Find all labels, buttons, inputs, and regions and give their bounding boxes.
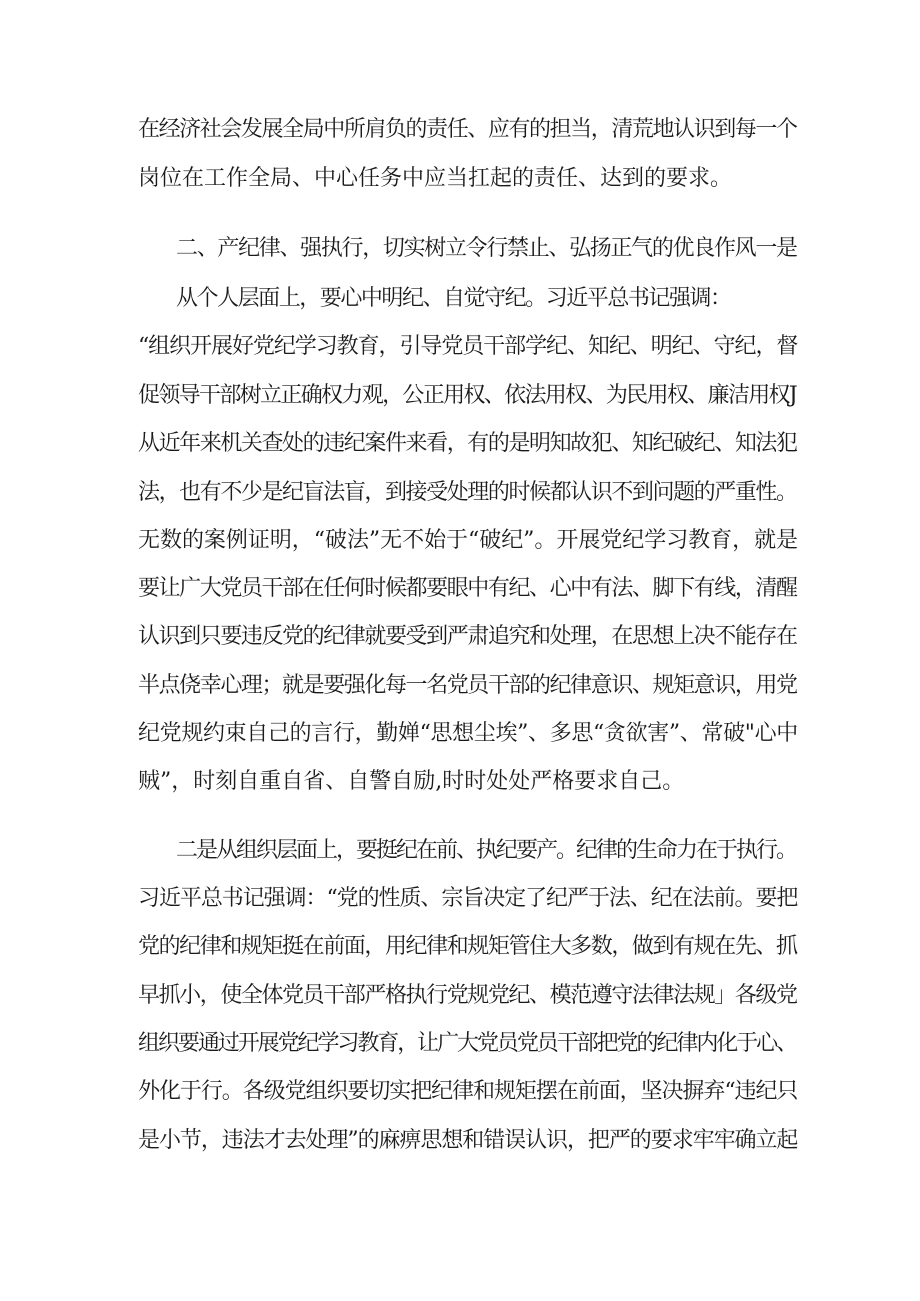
section-heading: 二、产纪律、强执行，切实树立令行禁止、弘扬正气的优良作风一是 bbox=[176, 236, 797, 261]
text-line: 无数的案例证明，“破法”无不始于“破纪”。开展党纪学习教育，就是 bbox=[138, 528, 799, 553]
text-line: 是小节，违法才去处理”的麻痹思想和错误认识，把严的要求牢牢确立起 bbox=[138, 1128, 798, 1153]
text-line: 组织要通过开展党纪学习教育，让广大党员党员干部把党的纪律内化于心、 bbox=[138, 1031, 797, 1056]
text-line: 早抓小，使全体党员干部严格执行党规党纪、模范遵守法律法规」各级党 bbox=[138, 983, 797, 1008]
text-line: 从个人层面上，要心中明纪、自觉守纪。习近平总书记强调： bbox=[176, 286, 731, 311]
text-line: 认识到只要违反党的纪律就要受到严肃追究和处理，在思想上决不能存在 bbox=[138, 624, 797, 649]
text-line: 从近年来机关查处的违纪案件来看，有的是明知故犯、知纪破纪、知法犯 bbox=[138, 431, 797, 456]
text-line: 岗位在工作全局、中心任务中应当扛起的责任、达到的要求。 bbox=[138, 166, 733, 191]
text-line: 党的纪律和规矩挺在前面，用纪律和规矩管住大多数，做到有规在先、抓 bbox=[138, 934, 797, 959]
text-line: 半点侥幸心理；就是要强化每一名党员干部的纪律意识、规矩意识，用党 bbox=[138, 673, 797, 698]
text-line: 纪党规约束自己的言行，勤婵“思想尘埃”、多思“贪欲害”、常破"心中 bbox=[138, 721, 798, 746]
text-line: 要让广大党员干部在任何时候都要眼中有纪、心中有法、脚下有线，清醒 bbox=[138, 576, 797, 601]
text-line: 外化于行。各级党组织要切实把纪律和规矩摆在前面，坚决摒弃“违纪只 bbox=[138, 1079, 798, 1104]
text-line: 法，也有不少是纪盲法盲，到接受处理的时候都认识不到问题的严重性。 bbox=[138, 480, 797, 505]
text-line: 二是从组织层面上，要挺纪在前、执纪要产。纪律的生命力在于执行。 bbox=[176, 838, 797, 863]
text-line: 习近平总书记强调：“党的性质、宗旨决定了纪严于法、纪在法前。要把 bbox=[138, 886, 798, 911]
text-line: “组织开展好党纪学习教育，引导党员干部学纪、知纪、明纪、守纪，督 bbox=[138, 334, 798, 359]
text-line: 在经济社会发展全局中所肩负的责任、应有的担当，清荒地认识到每一个 bbox=[138, 117, 797, 142]
text-line: 促领导干部树立正确权力观，公正用权、依法用权、为民用权、廉洁用权J bbox=[138, 383, 797, 408]
text-line: 贼”，时刻自重自省、自警自励,时时处处严格要求自己。 bbox=[138, 769, 685, 794]
